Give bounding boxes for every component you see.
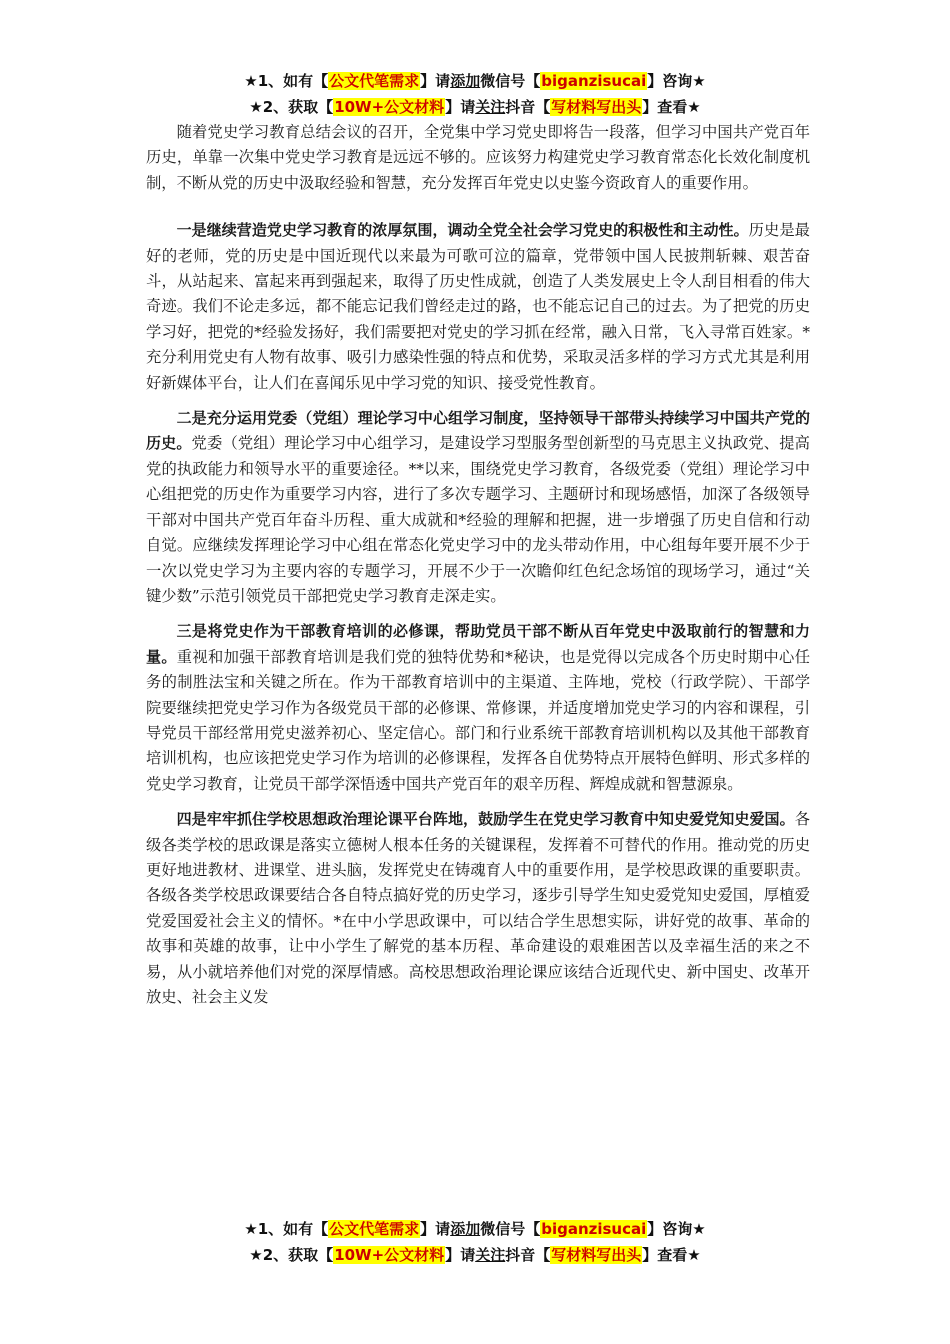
section-paragraph xyxy=(146,619,810,797)
underlined-text: 关注 xyxy=(475,1246,506,1264)
footer-banner xyxy=(0,1216,950,1268)
article-body xyxy=(146,120,810,1020)
underlined-text: 添加 xyxy=(450,72,481,90)
underlined-text: 关注 xyxy=(475,98,506,116)
highlight-text: 10W+公文材料 xyxy=(334,1246,445,1264)
highlight-text: biganzisucai xyxy=(541,72,647,90)
intro-paragraph: 随着党史学习教育总结会议的召开，全党集中学习党史即将告一段落，但学习中国共产党百年历史，单靠一次集中党史学习教育是远远不够的。应该努力构建党史学习教育常态化长效化制度机制，不断从党的历史中汲取经验和智慧，充分发挥百年党史以史鉴今资政育人的重要作用。 xyxy=(146,123,810,192)
section-heading: 四是牢牢抓住学校思想政治理论课平台阵地，鼓励学生在党史学习教育中知史爱党知史爱国。 xyxy=(176,810,795,829)
section-text: 党委（党组）理论学习中心组学习，是建设学习型服务型创新型的马克思主义执政党、提高党的执政能力和领导水平的重要途径。**以来，围绕党史学习教育，各级党委（党组）理论学习中心组把党的历史作为重要学习内容，进行了多次专题学习、主题研讨和现场感悟，加深了各级领导干部对中国共产党百年奋斗历程、重大成就和*经验的理解和把握，进一步增强了历史自信和行动自觉。应继续发挥理论学习中心组在常态化党史学习中的龙头带动作用，中心组每年要开展不少于一次以党史学习为主要内容的专题学习，开展不少于一次瞻仰红色纪念场馆的现场学习，通过“关键少数”示范引领党员干部把党史学习教育走深走实。 xyxy=(146,434,810,605)
section-paragraph xyxy=(146,807,810,1010)
section-text: 各级各类学校的思政课是落实立德树人根本任务的关键课程，发挥着不可替代的作用。推动党的历史更好地进教材、进课堂、进头脑，发挥党史在铸魂育人中的重要作用，是学校思政课的重要职责。各级各类学校思政课要结合各自特点搞好党的历史学习，逐步引导学生知史爱党知史爱国，厚植爱党爱国爱社会主义的情怀。*在中小学思政课中，可以结合学生思想实际，讲好党的故事、革命的故事和英雄的故事，让中小学生了解党的基本历程、革命建设的艰难困苦以及幸福生活的来之不易，从小就培养他们对党的深厚情感。高校思想政治理论课应该结合近现代史、新中国史、改革开放史、社会主义发 xyxy=(146,810,810,1006)
banner-line-2: ★2、获取【10W+公文材料】请关注抖音【写材料写出头】查看★ xyxy=(249,1246,701,1264)
section-paragraph xyxy=(146,218,810,396)
highlight-text: 公文代笔需求 xyxy=(329,1220,420,1238)
section-text: 重视和加强干部教育培训是我们党的独特优势和*秘诀，也是党得以完成各个历史时期中心任务的制胜法宝和关键之所在。作为干部教育培训中的主渠道、主阵地，党校（行政学院）、干部学院要继续把党史学习作为各级党员干部的必修课、常修课，并适度增加党史学习的内容和课程，引导党员干部经常用党史滋养初心、坚定信心。部门和行业系统干部教育培训机构以及其他干部教育培训机构，也应该把党史学习作为培训的必修课程，发挥各自优势特点开展特色鲜明、形式多样的党史学习教育，让党员干部学深悟透中国共产党百年的艰辛历程、辉煌成就和智慧源泉。 xyxy=(146,647,810,793)
highlight-text: 10W+公文材料 xyxy=(334,98,445,116)
banner-line-2: ★2、获取【10W+公文材料】请关注抖音【写材料写出头】查看★ xyxy=(249,98,701,116)
section-paragraph xyxy=(146,406,810,609)
highlight-text: biganzisucai xyxy=(541,1220,647,1238)
highlight-text: 写材料写出头 xyxy=(551,1246,642,1264)
underlined-text: 添加 xyxy=(450,1220,481,1238)
section-heading: 三是将党史作为干部教育培训的必修课，帮助党员干部不断从百年党史中汲取前行的智慧和力量。 xyxy=(146,622,810,666)
highlight-text: 写材料写出头 xyxy=(551,98,642,116)
banner-line-1: ★1、如有【公文代笔需求】请添加微信号【biganzisucai】咨询★ xyxy=(244,1220,706,1238)
section-text: 历史是最好的老师，党的历史是中国近现代以来最为可歌可泣的篇章，党带领中国人民披荆斩棘、艰苦奋斗，从站起来、富起来再到强起来，取得了历史性成就，创造了人类发展史上令人刮目相看的伟大奇迹。我们不论走多远，都不能忘记我们曾经走过的路，也不能忘记自己的过去。为了把党的历史学习好，把党的*经验发扬好，我们需要把对党史的学习抓在经常，融入日常，飞入寻常百姓家。*充分利用党史有人物有故事、吸引力感染性强的特点和优势，采取灵活多样的学习方式尤其是利用好新媒体平台，让人们在喜闻乐见中学习党的知识、接受党性教育。 xyxy=(146,221,810,392)
header-banner xyxy=(0,68,950,120)
section-heading: 一是继续营造党史学习教育的浓厚氛围，调动全党全社会学习党史的积极性和主动性。 xyxy=(176,221,749,240)
banner-line-1: ★1、如有【公文代笔需求】请添加微信号【biganzisucai】咨询★ xyxy=(244,72,706,90)
highlight-text: 公文代笔需求 xyxy=(329,72,420,90)
section-heading: 二是充分运用党委（党组）理论学习中心组学习制度，坚持领导干部带头持续学习中国共产党的历史。 xyxy=(146,409,810,453)
